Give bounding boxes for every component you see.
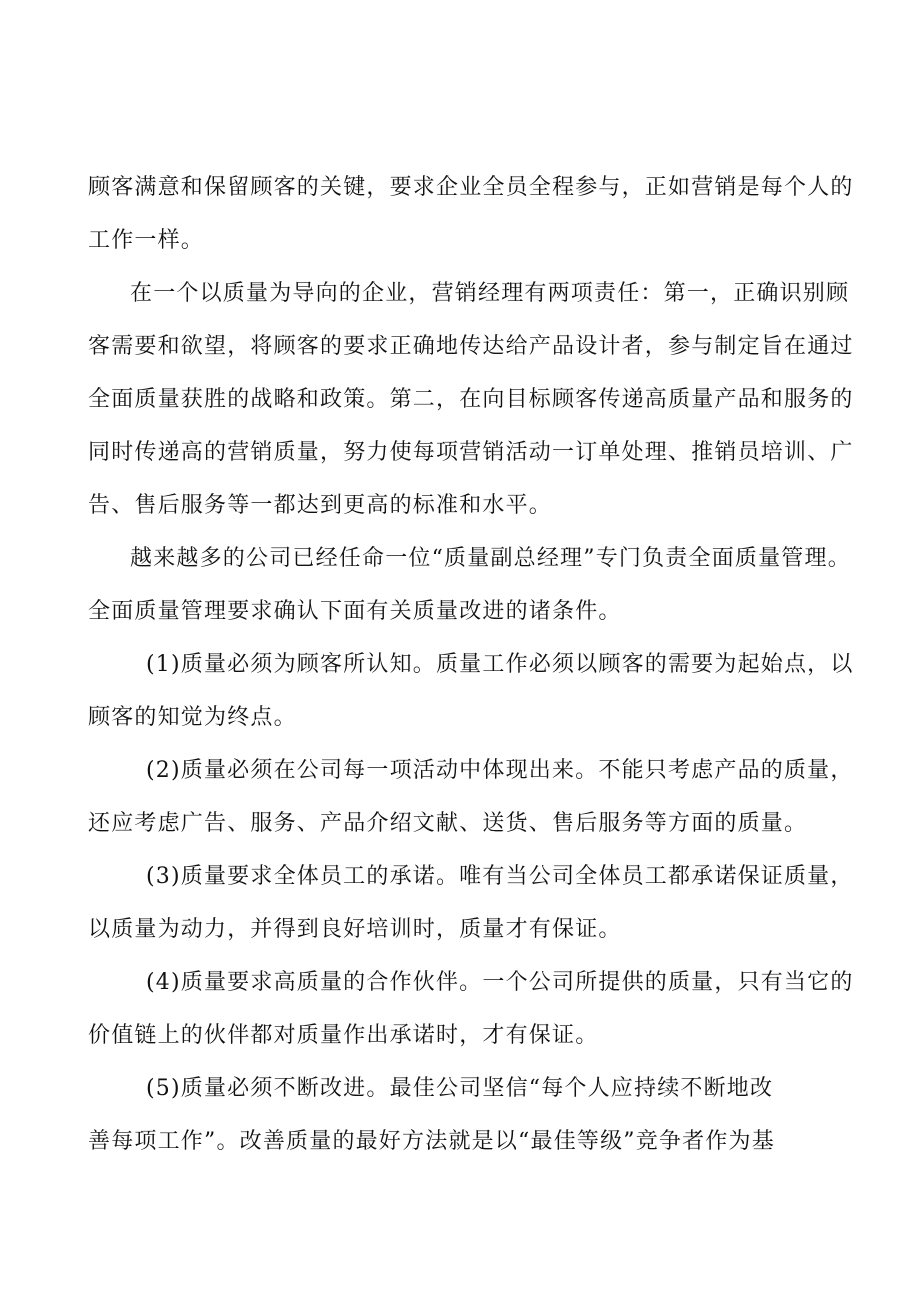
list-item-5-line: (5)质量必须不断改进。最佳公司坚信“每个人应持续不断地改	[146, 1076, 774, 1101]
text-line: 善每项工作”。改善质量的最好方法就是以“最佳等级”竞争者作为基	[88, 1129, 775, 1154]
text-line: 告、售后服务等一都达到更高的标准和水平。	[88, 493, 553, 518]
list-item-4-line: (4)质量要求高质量的合作伙伴。一个公司所提供的质量，只有当它的	[146, 970, 854, 995]
text-line: 价值链上的伙伴都对质量作出承诺时，才有保证。	[88, 1023, 599, 1048]
paragraph-start-line: 越来越多的公司已经任命一位“质量副总经理”专门负责全面质量管理。	[130, 546, 851, 571]
text-line: 顾客满意和保留顾客的关键，要求企业全员全程参与，正如营销是每个人的	[88, 175, 854, 200]
paragraph-start-line: 在一个以质量为导向的企业，营销经理有两项责任：第一，正确识别顾	[130, 281, 850, 306]
text-line: 客需要和欲望，将顾客的要求正确地传达给产品设计者，参与制定旨在通过	[88, 334, 854, 359]
text-line: 工作一样。	[88, 228, 205, 253]
list-item-1-line: (1)质量必须为顾客所认知。质量工作必须以顾客的需要为起始点，以	[146, 652, 854, 677]
list-item-2-line: (2)质量必须在公司每一项活动中体现出来。不能只考虑产品的质量，	[146, 758, 854, 783]
text-line: 以质量为动力，并得到良好培训时，质量才有保证。	[88, 917, 622, 942]
text-line: 同时传递高的营销质量，努力使每项营销活动一订单处理、推销员培训、广	[88, 440, 854, 465]
text-line: 顾客的知觉为终点。	[88, 705, 297, 730]
list-item-3-line: (3)质量要求全体员工的承诺。唯有当公司全体员工都承诺保证质量，	[146, 864, 854, 889]
text-line: 全面质量获胜的战略和政策。第二，在向目标顾客传递高质量产品和服务的	[88, 387, 854, 412]
text-line: 还应考虑广告、服务、产品介绍文献、送货、售后服务等方面的质量。	[88, 811, 808, 836]
text-line: 全面质量管理要求确认下面有关质量改进的诸条件。	[88, 599, 622, 624]
